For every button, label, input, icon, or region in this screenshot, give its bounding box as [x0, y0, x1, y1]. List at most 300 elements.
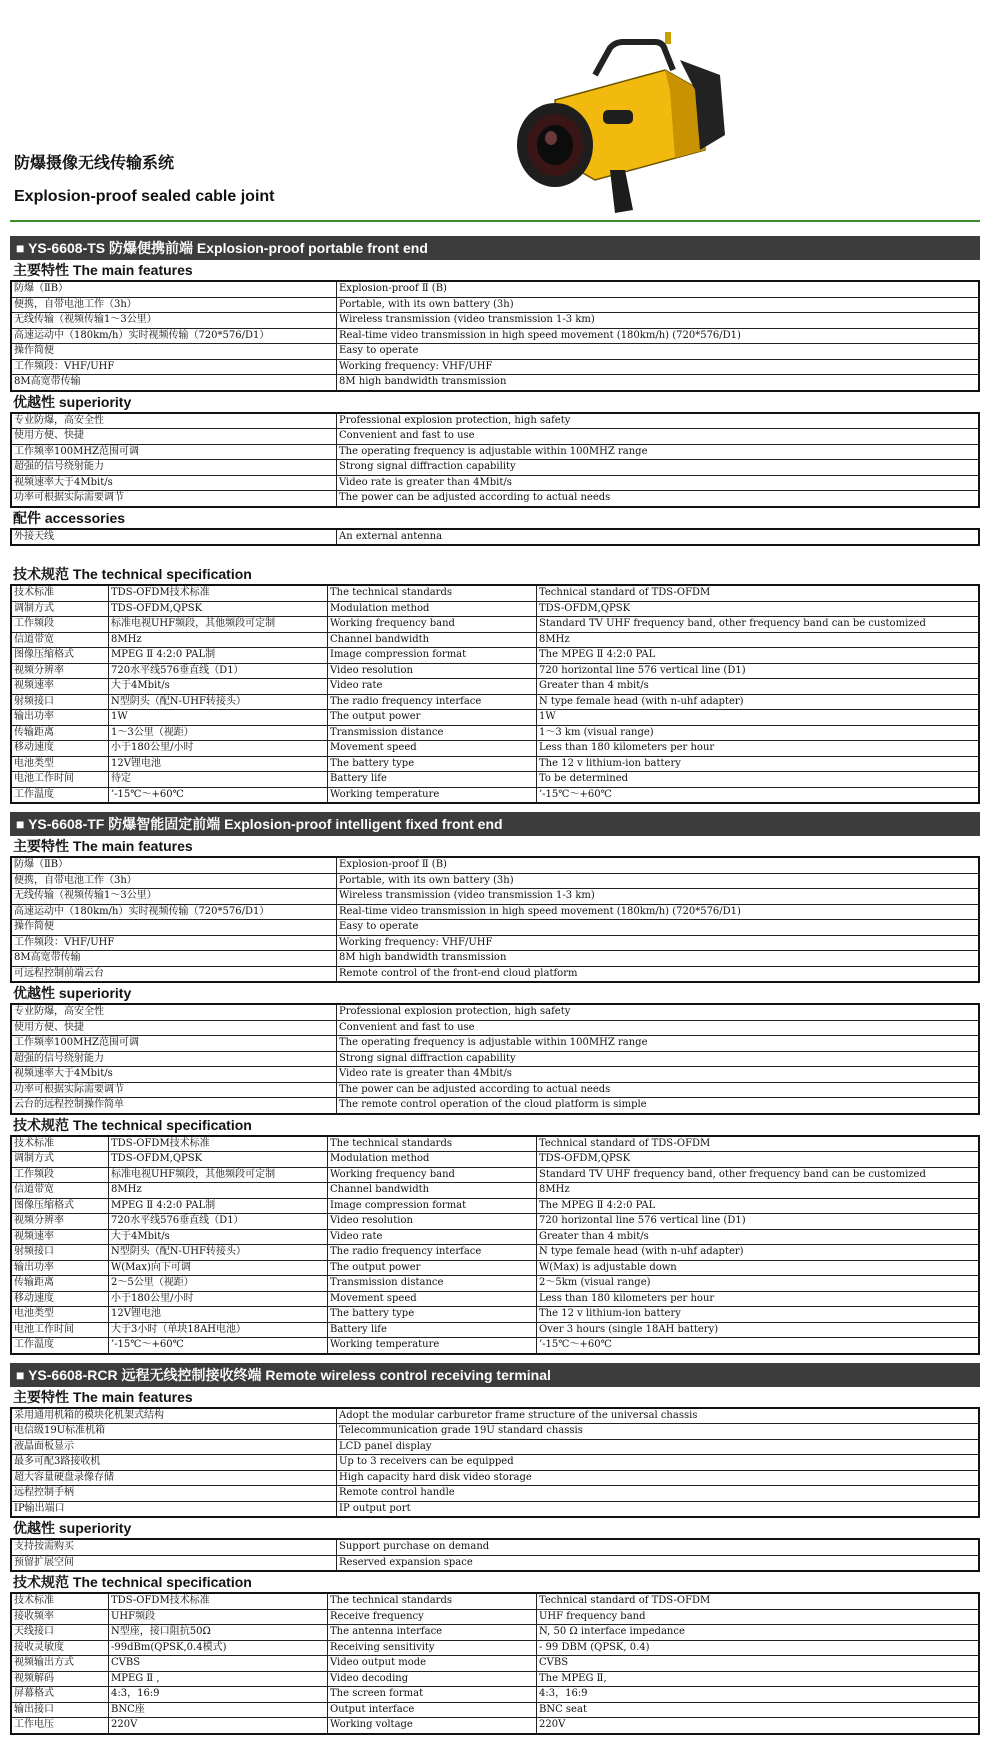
- spec-value-en: N, 50 Ω interface impedance: [537, 1625, 980, 1641]
- table-row: [11, 1555, 979, 1571]
- spec-value-en: Standard TV UHF frequency band, other frequency band can be customized: [537, 1167, 980, 1183]
- cell-english: Professional explosion protection, high safety: [337, 1004, 980, 1020]
- spec-item-cn: 工作频段: [11, 617, 109, 633]
- cell-chinese: 视频速率大于4Mbit/s: [11, 1067, 337, 1083]
- spec-heading: 技术规范 The technical specification: [13, 566, 252, 582]
- table-row: [11, 1276, 979, 1292]
- cell-chinese: 工作频段：VHF/UHF: [11, 935, 337, 951]
- table-row: [11, 694, 979, 710]
- spec-item-cn: 电池工作时间: [11, 1322, 109, 1338]
- table-row: [11, 772, 979, 788]
- section-title-bar: ■ YS-6608-TS 防爆便携前端 Explosion-proof portable front end: [10, 236, 980, 260]
- cell-chinese: 高速运动中（180km/h）实时视频传输（720*576/D1）: [11, 904, 337, 920]
- cell-chinese: 防爆（ⅡB）: [11, 857, 337, 873]
- table-row: [11, 1593, 979, 1609]
- cell-english: Strong signal diffraction capability: [337, 460, 980, 476]
- cell-english: Convenient and fast to use: [337, 1020, 980, 1036]
- table-row: [11, 935, 979, 951]
- spec-value-cn: 2～5公里（视距）: [109, 1276, 328, 1292]
- spec-item-cn: 图像压缩格式: [11, 1198, 109, 1214]
- spec-item-cn: 射频接口: [11, 694, 109, 710]
- cell-english: IP output port: [337, 1501, 980, 1517]
- spec-value-cn: 大于3小时（单块18AH电池）: [109, 1322, 328, 1338]
- table-row: [11, 413, 979, 429]
- cell-english: High capacity hard disk video storage: [337, 1470, 980, 1486]
- cell-chinese: 远程控制手柄: [11, 1486, 337, 1502]
- spec-value-en: UHF frequency band: [537, 1609, 980, 1625]
- cell-english: 8M high bandwidth transmission: [337, 375, 980, 391]
- spec-value-en: The MPEG Ⅱ 4:2:0 PAL: [537, 1198, 980, 1214]
- spec-item-en: The radio frequency interface: [328, 1245, 537, 1261]
- cell-english: Up to 3 receivers can be equipped: [337, 1455, 980, 1471]
- table-row: [11, 725, 979, 741]
- spec-item-en: Modulation method: [328, 601, 537, 617]
- spec-value-cn: 大于4Mbit/s: [109, 1229, 328, 1245]
- cell-english: The operating frequency is adjustable within 100MHZ range: [337, 444, 980, 460]
- table-row: [11, 1455, 979, 1471]
- spec-item-en: Modulation method: [328, 1152, 537, 1168]
- table-row: [11, 1036, 979, 1052]
- spec-value-en: 8MHz: [537, 1183, 980, 1199]
- superiority-table: [10, 412, 980, 508]
- table-row: [11, 1098, 979, 1114]
- cell-english: Strong signal diffraction capability: [337, 1051, 980, 1067]
- title-english: Explosion-proof sealed cable joint: [14, 188, 275, 205]
- spec-value-cn: TDS-OFDM,QPSK: [109, 601, 328, 617]
- spec-item-en: Channel bandwidth: [328, 1183, 537, 1199]
- spec-item-cn: 视频输出方式: [11, 1656, 109, 1672]
- cell-chinese: 工作频段：VHF/UHF: [11, 359, 337, 375]
- spec-value-cn: 720水平线576垂直线（D1）: [109, 1214, 328, 1230]
- table-row: [11, 1718, 979, 1734]
- spec-item-cn: 信道带宽: [11, 1183, 109, 1199]
- spec-value-cn: TDS-OFDM技术标准: [109, 1593, 328, 1609]
- spec-item-en: Video rate: [328, 679, 537, 695]
- table-row: [11, 1338, 979, 1354]
- table-row: [11, 460, 979, 476]
- cell-english: Explosion-proof Ⅱ (B): [337, 857, 980, 873]
- superiority-heading: 优越性 superiority: [13, 393, 132, 410]
- features-table: [10, 856, 980, 983]
- spec-item-cn: 视频速率: [11, 679, 109, 695]
- cell-chinese: 电信级19U标准机箱: [11, 1424, 337, 1440]
- cell-english: Explosion-proof Ⅱ (B): [337, 281, 980, 297]
- spec-item-cn: 屏幕格式: [11, 1687, 109, 1703]
- spec-item-en: The radio frequency interface: [328, 694, 537, 710]
- cell-english: Wireless transmission (video transmission 1-3 km): [337, 889, 980, 905]
- spec-value-cn: MPEG Ⅱ 4:2:0 PAL制: [109, 648, 328, 664]
- cell-chinese: 云台的远程控制操作简单: [11, 1098, 337, 1114]
- cell-chinese: 无线传输（视频传输1～3公里）: [11, 889, 337, 905]
- cell-english: Portable, with its own battery (3h): [337, 873, 980, 889]
- cell-chinese: 功率可根据实际需要调节: [11, 491, 337, 507]
- table-row: [11, 1004, 979, 1020]
- table-row: [11, 1291, 979, 1307]
- spec-item-cn: 技术标准: [11, 1136, 109, 1152]
- cell-english: Real-time video transmission in high speed movement (180km/h) (720*576/D1): [337, 904, 980, 920]
- spec-item-cn: 视频速率: [11, 1229, 109, 1245]
- spec-value-en: The MPEG Ⅱ,: [537, 1671, 980, 1687]
- cell-chinese: 工作频率100MHZ范围可调: [11, 444, 337, 460]
- product-section: [10, 1363, 980, 1735]
- cell-english: LCD panel display: [337, 1439, 980, 1455]
- spec-item-cn: 调制方式: [11, 601, 109, 617]
- spec-item-cn: 工作温度: [11, 787, 109, 803]
- cell-english: Video rate is greater than 4Mbit/s: [337, 475, 980, 491]
- cell-chinese: 专业防爆，高安全性: [11, 1004, 337, 1020]
- table-row: [11, 710, 979, 726]
- spec-value-cn: 4:3，16:9: [109, 1687, 328, 1703]
- header-divider: [10, 220, 980, 222]
- table-row: [11, 1539, 979, 1555]
- spec-value-en: CVBS: [537, 1656, 980, 1672]
- spec-table: [10, 1592, 980, 1735]
- table-row: [11, 601, 979, 617]
- spec-value-en: 720 horizontal line 576 vertical line (D1): [537, 1214, 980, 1230]
- spec-item-cn: 输出接口: [11, 1702, 109, 1718]
- superiority-table: [10, 1003, 980, 1115]
- cell-english: Reserved expansion space: [337, 1555, 980, 1571]
- table-row: [11, 857, 979, 873]
- cell-english: Wireless transmission (video transmission 1-3 km): [337, 313, 980, 329]
- spec-item-cn: 视频解码: [11, 1671, 109, 1687]
- spec-value-en: Less than 180 kilometers per hour: [537, 741, 980, 757]
- table-row: [11, 444, 979, 460]
- spec-value-en: Technical standard of TDS-OFDM: [537, 1136, 980, 1152]
- spec-item-cn: 输出功率: [11, 710, 109, 726]
- table-row: [11, 1051, 979, 1067]
- table-row: [11, 328, 979, 344]
- cell-chinese: 操作简便: [11, 344, 337, 360]
- cell-chinese: 工作频率100MHZ范围可调: [11, 1036, 337, 1052]
- spec-item-cn: 接收频率: [11, 1609, 109, 1625]
- table-row: [11, 1609, 979, 1625]
- cell-english: Support purchase on demand: [337, 1539, 980, 1555]
- section-title-bar: ■ YS-6608-TF 防爆智能固定前端 Explosion-proof intelligent fixed front end: [10, 812, 980, 836]
- spec-value-en: Over 3 hours (single 18AH battery): [537, 1322, 980, 1338]
- spec-value-cn: MPEG Ⅱ ,: [109, 1671, 328, 1687]
- cell-english: Easy to operate: [337, 920, 980, 936]
- cell-chinese: 超强的信号绕射能力: [11, 460, 337, 476]
- spec-value-cn: ’-15℃～+60℃: [109, 787, 328, 803]
- spec-item-en: Receiving sensitivity: [328, 1640, 537, 1656]
- table-row: [11, 1322, 979, 1338]
- cell-chinese: 支持按需购买: [11, 1539, 337, 1555]
- table-row: [11, 1656, 979, 1672]
- spec-item-cn: 传输距离: [11, 1276, 109, 1292]
- spec-item-en: Working temperature: [328, 787, 537, 803]
- table-row: [11, 1625, 979, 1641]
- cell-english: Adopt the modular carburetor frame structure of the universal chassis: [337, 1408, 980, 1424]
- table-row: [11, 297, 979, 313]
- spec-item-en: Working frequency band: [328, 1167, 537, 1183]
- spec-value-en: Greater than 4 mbit/s: [537, 1229, 980, 1245]
- cell-english: Portable, with its own battery (3h): [337, 297, 980, 313]
- spec-item-en: The output power: [328, 710, 537, 726]
- spec-value-cn: N型阴头（配N-UHF转接头）: [109, 694, 328, 710]
- cell-chinese: IP输出端口: [11, 1501, 337, 1517]
- table-row: [11, 529, 979, 546]
- table-row: [11, 1183, 979, 1199]
- spec-item-en: Battery life: [328, 772, 537, 788]
- spec-item-en: Movement speed: [328, 741, 537, 757]
- spec-item-en: Receive frequency: [328, 1609, 537, 1625]
- spec-item-en: Transmission distance: [328, 1276, 537, 1292]
- cell-chinese: 便携，自带电池工作（3h）: [11, 297, 337, 313]
- spec-value-en: 4:3，16:9: [537, 1687, 980, 1703]
- spec-item-en: Image compression format: [328, 1198, 537, 1214]
- cell-english: Professional explosion protection, high safety: [337, 413, 980, 429]
- table-row: [11, 904, 979, 920]
- spec-item-en: Working frequency band: [328, 617, 537, 633]
- spec-item-en: The battery type: [328, 756, 537, 772]
- cell-english: Video rate is greater than 4Mbit/s: [337, 1067, 980, 1083]
- cell-english: Remote control of the front-end cloud platform: [337, 966, 980, 982]
- table-row: [11, 1136, 979, 1152]
- spec-value-en: Technical standard of TDS-OFDM: [537, 1593, 980, 1609]
- cell-english: The remote control operation of the cloud platform is simple: [337, 1098, 980, 1114]
- spec-item-en: Working temperature: [328, 1338, 537, 1354]
- spec-item-en: The technical standards: [328, 1136, 537, 1152]
- spec-item-cn: 电池类型: [11, 756, 109, 772]
- section-title-bar: ■ YS-6608-RCR 远程无线控制接收终端 Remote wireless control receiving terminal: [10, 1363, 980, 1387]
- spec-value-cn: TDS-OFDM技术标准: [109, 585, 328, 601]
- spec-item-cn: 接收灵敏度: [11, 1640, 109, 1656]
- table-row: [11, 1260, 979, 1276]
- spec-item-cn: 信道带宽: [11, 632, 109, 648]
- spec-value-cn: -99dBm(QPSK,0.4模式): [109, 1640, 328, 1656]
- spec-value-cn: 8MHz: [109, 1183, 328, 1199]
- spec-item-cn: 视频分辨率: [11, 663, 109, 679]
- table-row: [11, 1167, 979, 1183]
- title-chinese: 防爆摄像无线传输系统: [14, 155, 175, 172]
- spec-heading: 技术规范 The technical specification: [13, 1116, 252, 1133]
- cell-english: The operating frequency is adjustable within 100MHZ range: [337, 1036, 980, 1052]
- cell-chinese: 最多可配3路接收机: [11, 1455, 337, 1471]
- spec-item-cn: 技术标准: [11, 1593, 109, 1609]
- table-row: [11, 966, 979, 982]
- table-row: [11, 920, 979, 936]
- spec-item-en: Movement speed: [328, 1291, 537, 1307]
- table-row: [11, 491, 979, 507]
- table-row: [11, 632, 979, 648]
- cell-chinese: 可远程控制前端云台: [11, 966, 337, 982]
- cell-chinese: 专业防爆，高安全性: [11, 413, 337, 429]
- spec-item-en: The output power: [328, 1260, 537, 1276]
- superiority-table: [10, 1538, 980, 1572]
- spec-item-en: The battery type: [328, 1307, 537, 1323]
- superiority-heading: 优越性 superiority: [13, 985, 132, 1001]
- table-row: [11, 1702, 979, 1718]
- table-row: [11, 1152, 979, 1168]
- table-row: [11, 679, 979, 695]
- cell-chinese: 使用方便、快捷: [11, 1020, 337, 1036]
- table-row: [11, 313, 979, 329]
- cell-chinese: 操作简便: [11, 920, 337, 936]
- spec-value-en: Technical standard of TDS-OFDM: [537, 585, 980, 601]
- table-row: [11, 951, 979, 967]
- spec-value-cn: TDS-OFDM,QPSK: [109, 1152, 328, 1168]
- cell-chinese: 液晶面板显示: [11, 1439, 337, 1455]
- cell-english: Easy to operate: [337, 344, 980, 360]
- cell-chinese: 便携，自带电池工作（3h）: [11, 873, 337, 889]
- cell-chinese: 视频速率大于4Mbit/s: [11, 475, 337, 491]
- spec-value-en: TDS-OFDM,QPSK: [537, 601, 980, 617]
- spec-item-en: Video resolution: [328, 1214, 537, 1230]
- table-row: [11, 585, 979, 601]
- features-table: [10, 280, 980, 392]
- spec-value-cn: N型阴头（配N-UHF转接头）: [109, 1245, 328, 1261]
- spec-value-en: W(Max) is adjustable down: [537, 1260, 980, 1276]
- page-header: [0, 0, 990, 228]
- spec-item-cn: 传输距离: [11, 725, 109, 741]
- spec-item-cn: 调制方式: [11, 1152, 109, 1168]
- table-row: [11, 889, 979, 905]
- spec-value-cn: ’-15℃～+60℃: [109, 1338, 328, 1354]
- table-row: [11, 1486, 979, 1502]
- cell-english: The power can be adjusted according to actual needs: [337, 491, 980, 507]
- spec-value-en: Less than 180 kilometers per hour: [537, 1291, 980, 1307]
- spec-item-en: The antenna interface: [328, 1625, 537, 1641]
- spec-item-cn: 电池类型: [11, 1307, 109, 1323]
- spec-item-en: The technical standards: [328, 585, 537, 601]
- spec-value-cn: 待定: [109, 772, 328, 788]
- spec-value-en: TDS-OFDM,QPSK: [537, 1152, 980, 1168]
- spec-value-en: - 99 DBM (QPSK, 0.4): [537, 1640, 980, 1656]
- cell-chinese: 使用方便、快捷: [11, 429, 337, 445]
- spec-item-en: Video resolution: [328, 663, 537, 679]
- spec-value-cn: 12V锂电池: [109, 756, 328, 772]
- table-row: [11, 344, 979, 360]
- cell-chinese: 采用通用机箱的模块化机架式结构: [11, 1408, 337, 1424]
- spec-value-cn: 220V: [109, 1718, 328, 1734]
- table-row: [11, 1307, 979, 1323]
- product-section: [10, 812, 980, 1355]
- spec-value-en: To be determined: [537, 772, 980, 788]
- spacer: [10, 546, 980, 564]
- spec-value-cn: 12V锂电池: [109, 1307, 328, 1323]
- spec-value-cn: MPEG Ⅱ 4:2:0 PAL制: [109, 1198, 328, 1214]
- spec-item-cn: 工作温度: [11, 1338, 109, 1354]
- spec-table: [10, 584, 980, 804]
- table-row: [11, 1439, 979, 1455]
- spec-value-cn: 720水平线576垂直线（D1）: [109, 663, 328, 679]
- spec-value-en: N type female head (with n-uhf adapter): [537, 1245, 980, 1261]
- spec-value-en: 720 horizontal line 576 vertical line (D1): [537, 663, 980, 679]
- cell-chinese: 高速运动中（180km/h）实时视频传输（720*576/D1）: [11, 328, 337, 344]
- spec-item-en: Video decoding: [328, 1671, 537, 1687]
- features-heading: 主要特性 The main features: [13, 838, 193, 854]
- table-row: [11, 1245, 979, 1261]
- spec-value-cn: TDS-OFDM技术标准: [109, 1136, 328, 1152]
- cell-english: Convenient and fast to use: [337, 429, 980, 445]
- spec-value-en: The 12 v lithium-ion battery: [537, 756, 980, 772]
- spec-heading: 技术规范 The technical specification: [13, 1574, 252, 1590]
- spec-value-cn: W(Max)向下可调: [109, 1260, 328, 1276]
- spec-value-en: 1～3 km (visual range): [537, 725, 980, 741]
- camera-product-image: [515, 30, 730, 215]
- table-row: [11, 741, 979, 757]
- spec-value-cn: 1W: [109, 710, 328, 726]
- spec-item-cn: 技术标准: [11, 585, 109, 601]
- product-section: [10, 236, 980, 804]
- table-row: [11, 1408, 979, 1424]
- spec-value-en: Standard TV UHF frequency band, other frequency band can be customized: [537, 617, 980, 633]
- table-row: [11, 1687, 979, 1703]
- spec-item-en: Channel bandwidth: [328, 632, 537, 648]
- table-row: [11, 359, 979, 375]
- spec-item-en: Image compression format: [328, 648, 537, 664]
- table-row: [11, 1082, 979, 1098]
- cell-chinese: 预留扩展空间: [11, 1555, 337, 1571]
- table-row: [11, 873, 979, 889]
- spec-item-cn: 天线接口: [11, 1625, 109, 1641]
- spec-value-cn: 标准电视UHF频段，其他频段可定制: [109, 1167, 328, 1183]
- spec-value-cn: 大于4Mbit/s: [109, 679, 328, 695]
- cell-english: 8M high bandwidth transmission: [337, 951, 980, 967]
- cell-chinese: 功率可根据实际需要调节: [11, 1082, 337, 1098]
- spec-item-cn: 移动速度: [11, 741, 109, 757]
- table-row: [11, 648, 979, 664]
- spec-item-cn: 电池工作时间: [11, 772, 109, 788]
- spec-value-cn: UHF频段: [109, 1609, 328, 1625]
- spec-value-en: 1W: [537, 710, 980, 726]
- spec-item-cn: 输出功率: [11, 1260, 109, 1276]
- spec-value-en: The 12 v lithium-ion battery: [537, 1307, 980, 1323]
- spec-item-en: Working voltage: [328, 1718, 537, 1734]
- spec-value-cn: 1～3公里（视距）: [109, 725, 328, 741]
- cell-english: Working frequency: VHF/UHF: [337, 359, 980, 375]
- table-row: [11, 1229, 979, 1245]
- spec-value-en: 8MHz: [537, 632, 980, 648]
- spec-value-en: ’-15℃～+60℃: [537, 787, 980, 803]
- cell-chinese: 外接天线: [11, 529, 337, 546]
- spec-value-en: The MPEG Ⅱ 4:2:0 PAL: [537, 648, 980, 664]
- superiority-heading: 优越性 superiority: [13, 1520, 132, 1536]
- features-heading: 主要特性 The main features: [13, 1388, 193, 1405]
- table-row: [11, 1501, 979, 1517]
- table-row: [11, 617, 979, 633]
- accessories-heading: 配件 accessories: [13, 509, 126, 526]
- table-row: [11, 1214, 979, 1230]
- table-row: [11, 281, 979, 297]
- spec-value-cn: 小于180公里/小时: [109, 1291, 328, 1307]
- features-heading: 主要特性 The main features: [13, 262, 193, 278]
- spec-sections: [0, 236, 990, 1735]
- cell-chinese: 无线传输（视频传输1～3公里）: [11, 313, 337, 329]
- spec-item-en: The screen format: [328, 1687, 537, 1703]
- cell-chinese: 8M高宽带传输: [11, 951, 337, 967]
- spec-value-cn: 小于180公里/小时: [109, 741, 328, 757]
- cell-english: Working frequency: VHF/UHF: [337, 935, 980, 951]
- spec-item-cn: 移动速度: [11, 1291, 109, 1307]
- accessories-table: [10, 528, 980, 547]
- features-table: [10, 1407, 980, 1519]
- table-row: [11, 787, 979, 803]
- spec-item-cn: 工作电压: [11, 1718, 109, 1734]
- spec-value-cn: N型座，接口阻抗50Ω: [109, 1625, 328, 1641]
- spec-item-en: Transmission distance: [328, 725, 537, 741]
- cell-english: Telecommunication grade 19U standard chassis: [337, 1424, 980, 1440]
- table-row: [11, 429, 979, 445]
- cell-english: Real-time video transmission in high speed movement (180km/h) (720*576/D1): [337, 328, 980, 344]
- cell-english: The power can be adjusted according to actual needs: [337, 1082, 980, 1098]
- cell-chinese: 防爆（ⅡB）: [11, 281, 337, 297]
- spec-item-cn: 视频分辨率: [11, 1214, 109, 1230]
- table-row: [11, 756, 979, 772]
- cell-english: Remote control handle: [337, 1486, 980, 1502]
- table-row: [11, 1198, 979, 1214]
